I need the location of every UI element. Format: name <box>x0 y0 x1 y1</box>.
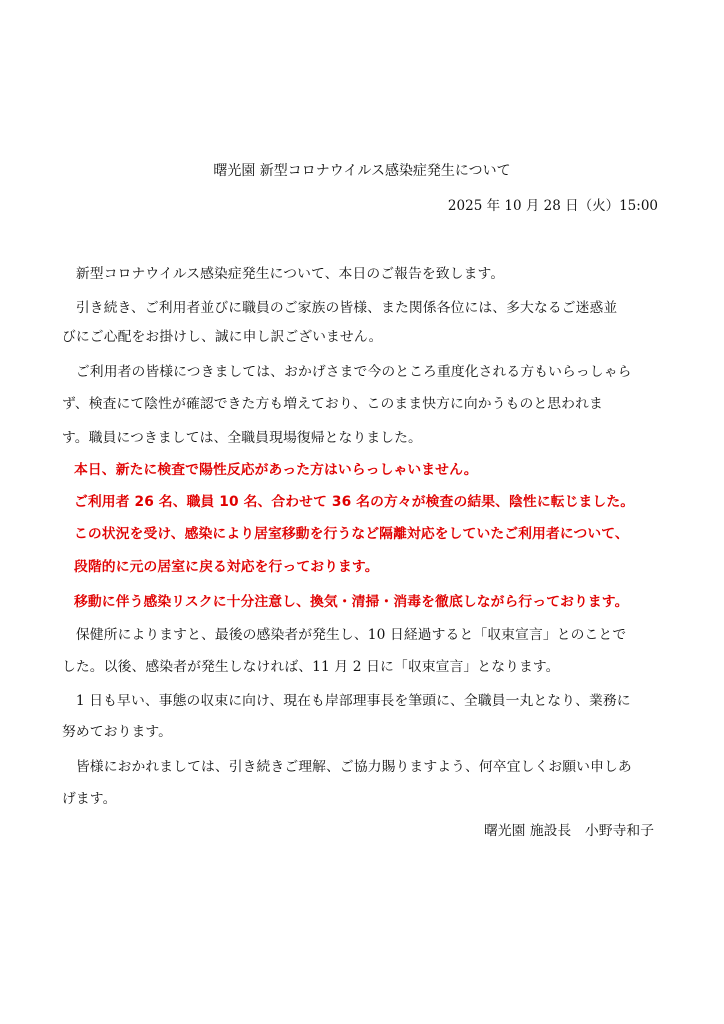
paragraph-line: す。職員につきましては、全職員現場復帰となりました。 <box>62 430 422 446</box>
paragraph-line: 皆様におかれましては、引き続きご理解、ご協力賜りますよう、何卒宜しくお願い申しあ <box>62 759 632 775</box>
paragraph-line: 努めております。 <box>62 724 173 740</box>
document-date: 2025 年 10 月 28 日（火）15:00 <box>447 198 658 214</box>
paragraph-line: げます。 <box>62 791 117 807</box>
highlight-line: 段階的に元の居室に戻る対応を行っております。 <box>74 559 379 575</box>
highlight-line: ご利用者 26 名、職員 10 名、合わせて 36 名の方々が検査の結果、陰性に転じました。 <box>74 494 635 510</box>
paragraph-line: ず、検査にて陰性が確認できた方も増えており、このまま快方に向かうものと思われま <box>62 396 603 412</box>
paragraph-line: した。以後、感染者が発生しなければ、11 月 2 日に「収束宣言」となります。 <box>62 659 560 675</box>
highlight-line: この状況を受け、感染により居室移動を行うなど隔離対応をしていたご利用者について、 <box>74 526 629 542</box>
paragraph-line: ご利用者の皆様につきましては、おかげさまで今のところ重度化される方もいらっしゃら <box>62 364 632 380</box>
signature: 曙光園 施設長 小野寺和子 <box>484 823 654 839</box>
paragraph-line: 1 日も早い、事態の収束に向け、現在も岸部理事長を筆頭に、全職員一丸となり、業務に <box>62 693 631 709</box>
paragraph-line: 引き続き、ご利用者並びに職員のご家族の皆様、また関係各位には、多大なるご迷惑並 <box>62 300 618 316</box>
highlight-line: 移動に伴う感染リスクに十分注意し、換気・清掃・消毒を徹底しながら行っております。 <box>74 594 629 610</box>
document-title: 曙光園 新型コロナウイルス感染症発生について <box>213 163 511 179</box>
paragraph-line: 保健所によりますと、最後の感染者が発生し、10 日経過すると「収束宣言」とのことで <box>62 627 627 643</box>
paragraph-line: 新型コロナウイルス感染症発生について、本日のご報告を致します。 <box>62 266 505 282</box>
paragraph-line: びにご心配をお掛けし、誠に申し訳ございません。 <box>62 329 383 345</box>
highlight-line: 本日、新たに検査で陽性反応があった方はいらっしゃいません。 <box>74 462 478 478</box>
